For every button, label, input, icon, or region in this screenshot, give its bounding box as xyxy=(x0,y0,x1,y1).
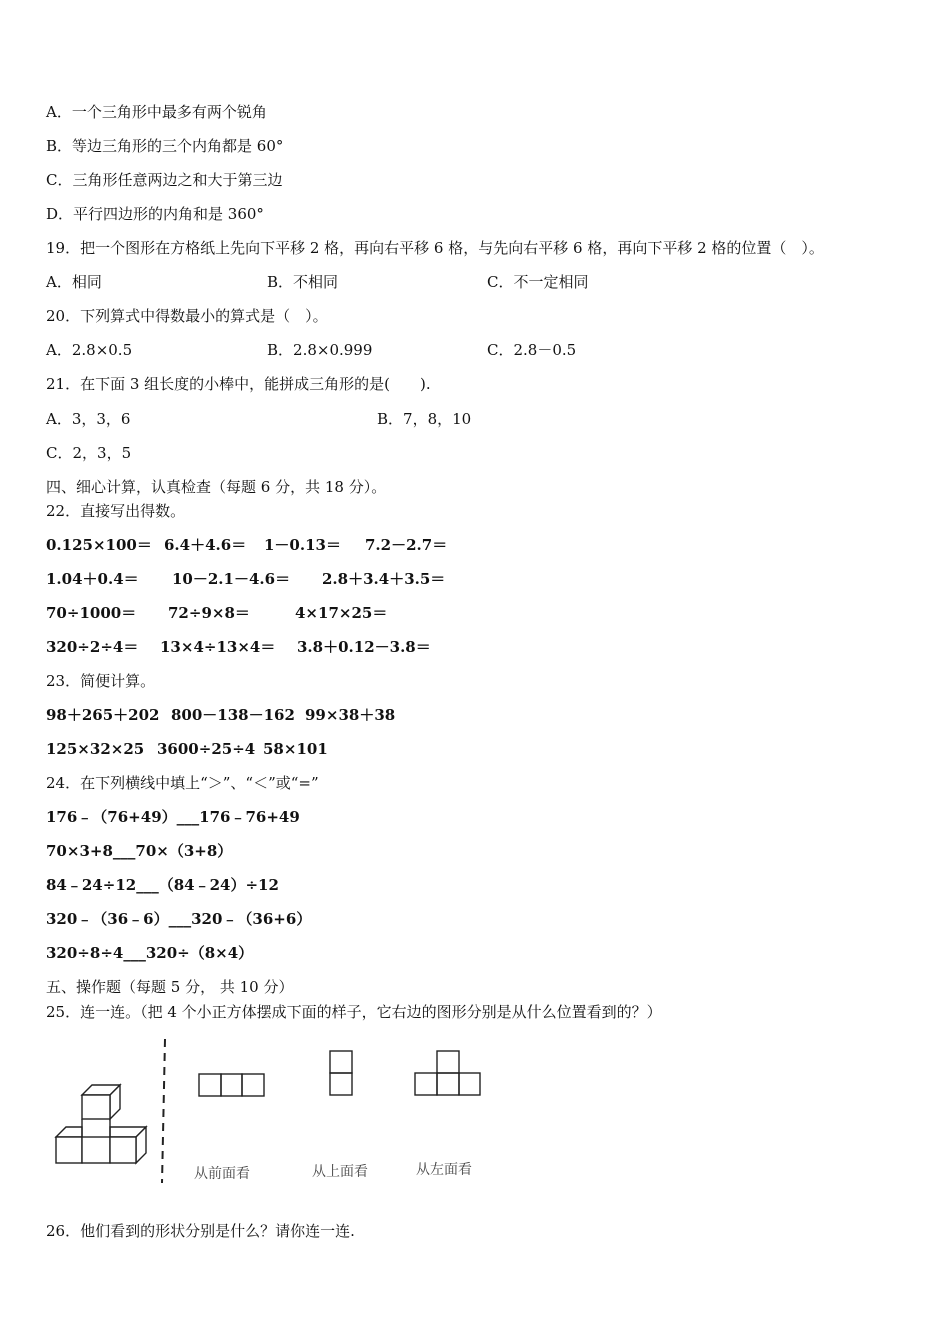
q22-r1-c3: 1－0.13＝ xyxy=(264,536,341,554)
q23-stem: 23．简便计算。 xyxy=(46,672,156,690)
dashed-divider xyxy=(162,1039,165,1183)
cube-front-face xyxy=(56,1137,82,1163)
q21-stem: 21．在下面 3 组长度的小棒中，能拼成三角形的是( ). xyxy=(46,375,431,393)
q22-r3-c2: 72÷9×8＝ xyxy=(168,604,250,622)
q18-option-d: D．平行四边形的内角和是 360° xyxy=(46,205,264,223)
q26-stem: 26．他们看到的形状分别是什么？请你连一连. xyxy=(46,1222,355,1240)
q18-option-c: C．三角形任意两边之和大于第三边 xyxy=(46,171,283,189)
q24-item-1: 176﹣（76+49）___176﹣76+49 xyxy=(46,808,300,826)
q23-r2-c1: 125×32×25 xyxy=(46,740,145,758)
q23-r2-c3: 58×101 xyxy=(263,740,328,758)
q22-r2-c1: 1.04＋0.4＝ xyxy=(46,570,139,588)
q23-r1-c1: 98＋265＋202 xyxy=(46,706,160,724)
q20-stem: 20．下列算式中得数最小的算式是（ ）。 xyxy=(46,307,328,325)
cube-stack-3d xyxy=(56,1085,146,1163)
top-view-shape xyxy=(330,1051,352,1095)
caption-left-view: 从左面看 xyxy=(416,1162,472,1178)
section5-heading: 五、操作题（每题 5 分， 共 10 分） xyxy=(46,978,294,996)
q22-r3-c1: 70÷1000＝ xyxy=(46,604,137,622)
caption-front-view: 从前面看 xyxy=(194,1166,250,1182)
q23-r1-c2: 800－138－162 xyxy=(171,706,295,724)
section4-heading: 四、细心计算，认真检查（每题 6 分，共 18 分）。 xyxy=(46,478,387,496)
q20-option-b: B．2.8×0.999 xyxy=(267,341,373,359)
q20-option-a: A．2.8×0.5 xyxy=(46,341,133,359)
left-view-shape xyxy=(415,1051,480,1095)
q22-r4-c3: 3.8＋0.12－3.8＝ xyxy=(297,638,431,656)
q22-r2-c2: 10－2.1－4.6＝ xyxy=(172,570,291,588)
q22-r1-c4: 7.2－2.7＝ xyxy=(365,536,448,554)
q25-stem: 25．连一连。（把 4 个小正方体摆成下面的样子，它右边的图形分别是从什么位置看到的？） xyxy=(46,1003,662,1021)
q21-option-b: B．7，8，10 xyxy=(377,410,472,428)
q20-option-c: C．2.8－0.5 xyxy=(487,341,577,359)
q24-item-5: 320÷8÷4___320÷（8×4） xyxy=(46,944,254,962)
caption-top-view: 从上面看 xyxy=(312,1164,368,1180)
q22-r1-c2: 6.4＋4.6＝ xyxy=(164,536,247,554)
cube-front-face xyxy=(82,1137,110,1163)
front-view-shape xyxy=(199,1074,264,1096)
q18-option-b: B．等边三角形的三个内角都是 60° xyxy=(46,137,284,155)
cube-front-face xyxy=(110,1137,136,1163)
q19-stem: 19．把一个图形在方格纸上先向下平移 2 格，再向右平移 6 格，与先向右平移 6 格，再向下平移 2 格的位置（ ）。 xyxy=(46,239,824,257)
cube-front-face xyxy=(82,1095,110,1119)
q22-r4-c2: 13×4÷13×4＝ xyxy=(160,638,276,656)
q21-option-a: A．3，3，6 xyxy=(46,410,131,428)
q19-option-a: A．相同 xyxy=(46,273,102,291)
q18-option-a: A．一个三角形中最多有两个锐角 xyxy=(46,103,267,121)
q19-option-c: C．不一定相同 xyxy=(487,273,589,291)
q24-item-2: 70×3+8___70×（3+8） xyxy=(46,842,233,860)
q21-option-c: C．2，3，5 xyxy=(46,444,132,462)
q22-stem: 22．直接写出得数。 xyxy=(46,502,186,520)
q24-stem: 24．在下列横线中填上“＞”、“＜”或“=” xyxy=(46,774,319,792)
q22-r4-c1: 320÷2÷4＝ xyxy=(46,638,139,656)
q25-figure xyxy=(40,1035,510,1190)
q22-r3-c3: 4×17×25＝ xyxy=(295,604,388,622)
q19-option-b: B．不相同 xyxy=(267,273,339,291)
q23-r1-c3: 99×38＋38 xyxy=(305,706,396,724)
q23-r2-c2: 3600÷25÷4 xyxy=(157,740,256,758)
q22-r1-c1: 0.125×100＝ xyxy=(46,536,152,554)
q24-item-4: 320﹣（36﹣6）___320﹣（36+6） xyxy=(46,910,312,928)
q24-item-3: 84﹣24÷12___（84﹣24）÷12 xyxy=(46,876,279,894)
cube-top-face xyxy=(56,1127,82,1137)
q22-r2-c3: 2.8＋3.4＋3.5＝ xyxy=(322,570,446,588)
